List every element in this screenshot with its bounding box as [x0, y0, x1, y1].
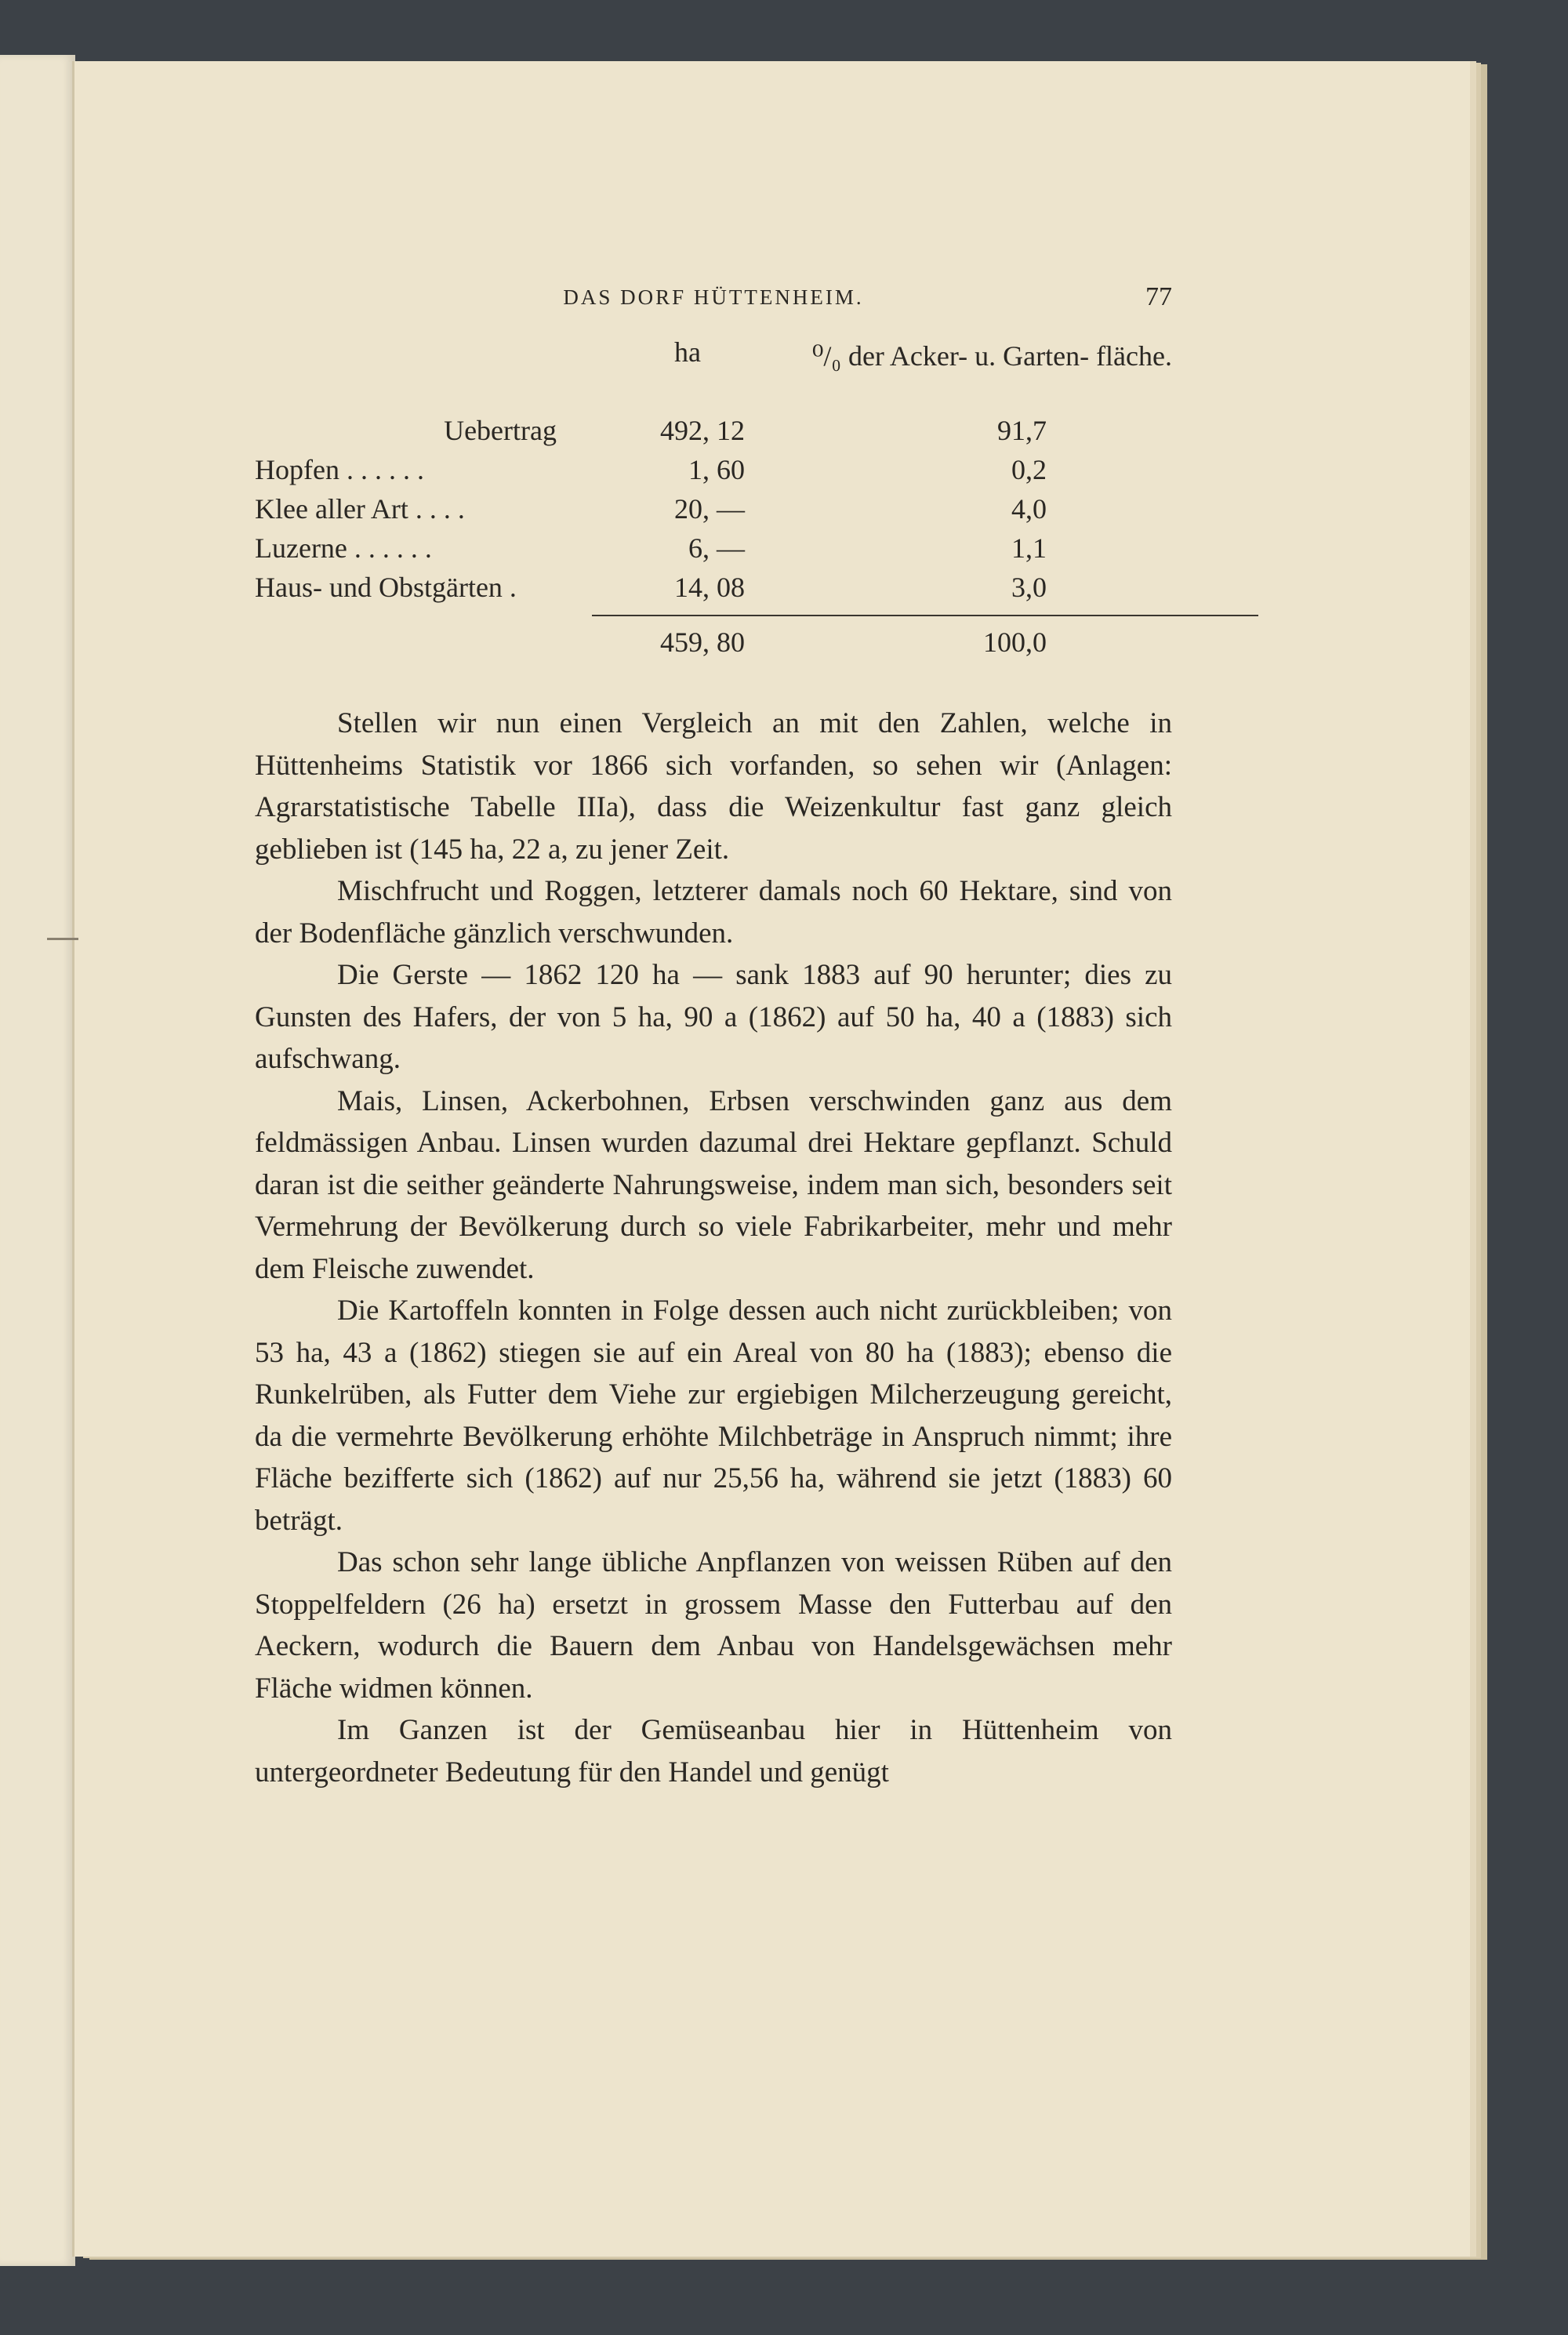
total-ha: 459, 80 — [660, 626, 745, 658]
paragraph: Die Kartoffeln konnten in Folge dessen auch nicht zurückbleiben; von 53 ha, 43 a (1862) stiegen sie auf ein Areal von 80 ha (1883); ebenso die Runkelrüben, als Futter dem Viehe zur ergiebigen Milcherzeugung gereicht, da die vermehrte Bevölkerung erhöhte Milchbeträge in Anspruch nimmt; ihre Fläche bezifferte sich (1862) auf nur 25,56 ha, während sie jetzt (1883) 60 beträgt. — [255, 1295, 1172, 1537]
paragraph: Die Gerste — 1862 120 ha — sank 1883 auf 90 herunter; dies zu Gunsten des Hafers, der von 5 ha, 90 a (1862) auf 50 ha, 40 a (1883) sich aufschwang. — [255, 959, 1172, 1075]
row-ha: 6, — — [688, 532, 745, 564]
row-percent: 4,0 — [1011, 493, 1047, 525]
sum-rule — [592, 615, 1258, 616]
table-row — [255, 571, 1172, 610]
table-row — [255, 532, 1172, 571]
row-label: Klee aller Art . . . . — [255, 493, 465, 525]
paragraph: Stellen wir nun einen Vergleich an mit den Zahlen, welche in Hüttenheims Statistik vor 1866 sich vorfanden, so sehen wir (Anlagen: Agrarstatistische Tabelle IIIa), dass die Weizenkultur fast ganz gleich geblieben ist (145 ha, 22 a, zu jener Zeit. — [255, 707, 1172, 866]
row-label: Uebertrag — [444, 415, 557, 446]
row-ha: 14, 08 — [674, 572, 745, 603]
facing-page-edge — [0, 55, 75, 2266]
row-label: Haus- und Obstgärten . — [255, 572, 517, 603]
row-percent: 3,0 — [1011, 572, 1047, 603]
column-header-percent: ⁰/₀ der Acker- u. Garten- fläche. — [811, 340, 1172, 372]
row-ha: 492, 12 — [660, 415, 745, 446]
body-text — [255, 703, 1172, 1793]
row-percent: 1,1 — [1011, 532, 1047, 564]
page-content — [255, 282, 1172, 1793]
row-percent: 0,2 — [1011, 454, 1047, 485]
page-header — [255, 282, 1172, 329]
table-header — [255, 329, 1172, 414]
paragraph: Das schon sehr lange übliche Anpflanzen von weissen Rüben auf den Stoppelfeldern (26 ha) ersetzt in grossem Masse den Futterbau auf den Aeckern, wodurch die Bauern dem Anbau von Handelsgewächsen mehr Fläche widmen können. — [255, 1546, 1172, 1705]
page-number: 77 — [1145, 282, 1172, 311]
land-use-table — [255, 329, 1172, 677]
table-row — [255, 492, 1172, 532]
paragraph: Mais, Linsen, Ackerbohnen, Erbsen verschwinden ganz aus dem feldmässigen Anbau. Linsen wurden dazumal drei Hektare gepflanzt. Schuld daran ist die seither geänderte Nahrungsweise, indem man sich, besonders seit Vermehrung der Bevölkerung durch so viele Fabrikarbeiter, mehr und mehr dem Fleische zuwendet. — [255, 1084, 1172, 1285]
page-mark — [47, 938, 78, 940]
running-head: DAS DORF HÜTTENHEIM. — [563, 285, 864, 309]
table-row — [255, 414, 1172, 453]
row-ha: 20, — — [674, 493, 745, 525]
total-percent: 100,0 — [983, 626, 1047, 658]
row-ha: 1, 60 — [688, 454, 745, 485]
column-header-ha: ha — [674, 336, 701, 368]
row-label: Hopfen . . . . . . — [255, 454, 424, 485]
row-percent: 91,7 — [997, 415, 1047, 446]
paragraph: Im Ganzen ist der Gemüseanbau hier in Hüttenheim von untergeordneter Bedeutung für den Handel und genügt — [255, 1714, 1172, 1788]
table-total-row — [255, 623, 1172, 677]
row-label: Luzerne . . . . . . — [255, 532, 432, 564]
table-row — [255, 453, 1172, 492]
paragraph: Mischfrucht und Roggen, letzterer damals noch 60 Hektare, sind von der Bodenfläche gänzlich verschwunden. — [255, 875, 1172, 950]
